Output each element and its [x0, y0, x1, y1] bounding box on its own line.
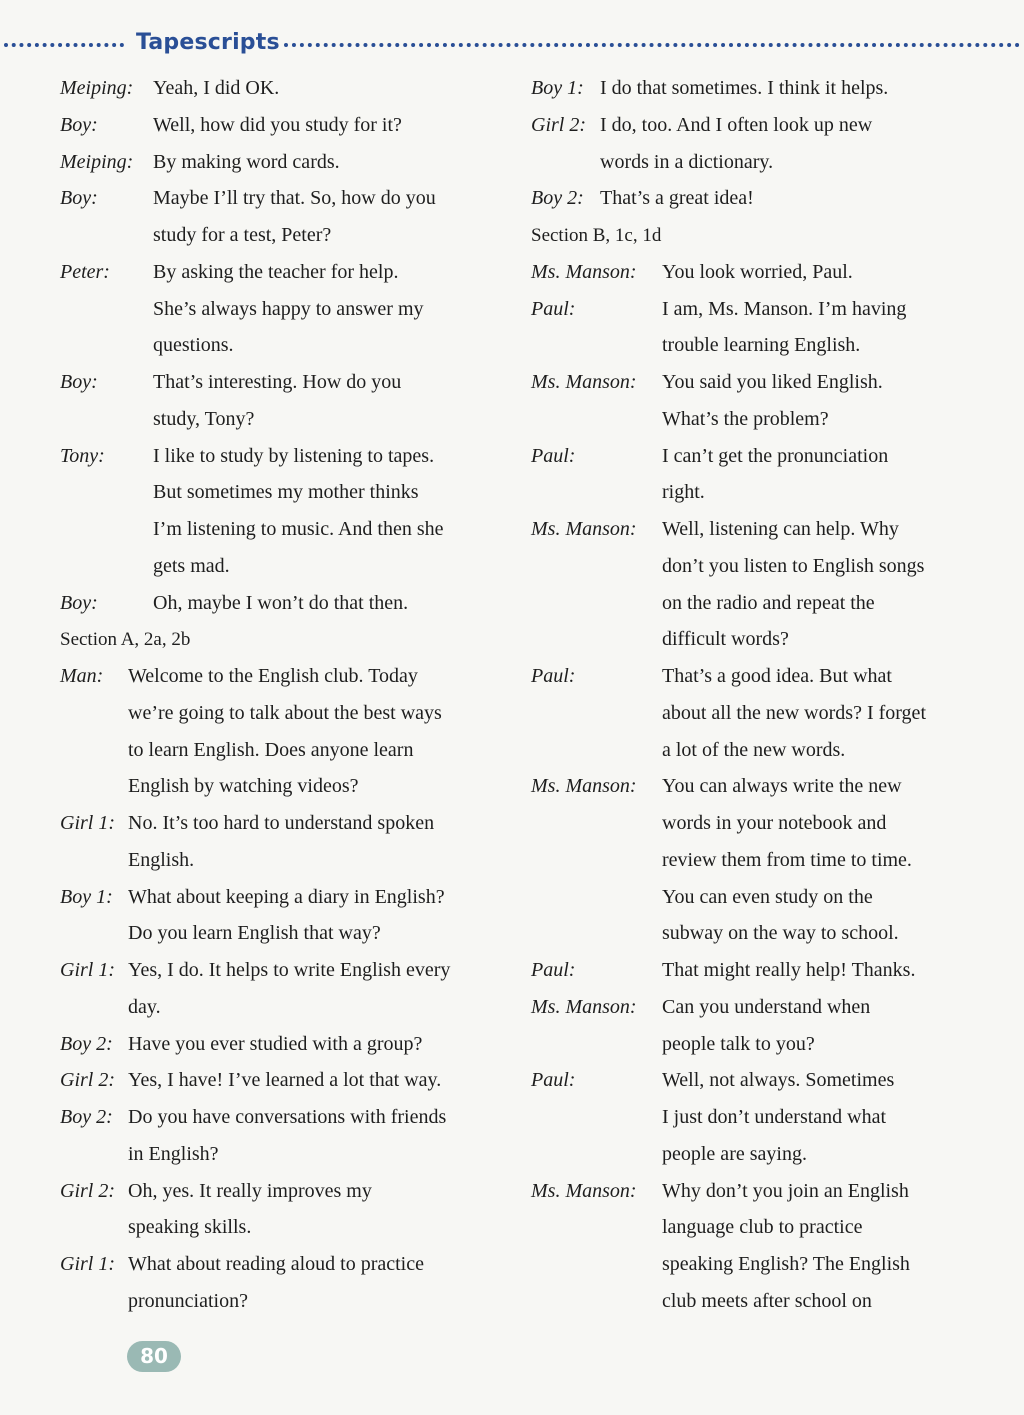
dialogue-line: Well, how did you study for it?: [153, 113, 402, 136]
speaker-label: Paul:: [531, 959, 576, 981]
speaker-label: Girl 2:: [60, 1069, 115, 1092]
dialogue-continuation: we’re going to talk about the best ways: [128, 701, 442, 724]
section-heading: Section B, 1c, 1d: [531, 225, 662, 246]
page-header: [0, 30, 1024, 60]
dialogue-continuation: What’s the problem?: [662, 407, 829, 430]
speaker-label: Boy 1:: [531, 77, 584, 99]
dialogue-line: I can’t get the pronunciation: [662, 444, 889, 467]
dialogue-line: What about keeping a diary in English?: [128, 885, 445, 908]
dialogue-line: Welcome to the English club. Today: [128, 665, 418, 687]
dialogue-continuation: study for a test, Peter?: [153, 224, 332, 246]
dialogue-continuation: don’t you listen to English songs: [662, 554, 925, 577]
speaker-label: Boy:: [60, 113, 98, 136]
dialogue-continuation: difficult words?: [662, 628, 789, 651]
dialogue-continuation: day.: [128, 995, 161, 1018]
dialogue-continuation: Do you learn English that way?: [128, 922, 381, 945]
dialogue-continuation: study, Tony?: [153, 407, 255, 430]
speaker-label: Paul:: [531, 1069, 576, 1092]
dialogue-continuation: people talk to you?: [662, 1032, 815, 1055]
dialogue-line: No. It’s too hard to understand spoken: [128, 812, 435, 834]
dialogue-line: Maybe I’ll try that. So, how do you: [153, 187, 436, 210]
speaker-label: Girl 1:: [60, 1253, 115, 1275]
dialogue-line: That’s a good idea. But what: [662, 665, 892, 687]
dialogue-line: Oh, yes. It really improves my: [128, 1179, 372, 1202]
speaker-label: Meiping:: [60, 77, 134, 99]
section-heading: Section A, 2a, 2b: [60, 629, 191, 651]
dialogue-line: By making word cards.: [153, 150, 340, 173]
dialogue-line: What about reading aloud to practice: [128, 1253, 424, 1275]
dialogue-continuation: pronunciation?: [128, 1289, 248, 1312]
dialogue-line: Why don’t you join an English: [662, 1179, 909, 1202]
dialogue-continuation: on the radio and repeat the: [662, 591, 875, 614]
dialogue-line: Oh, maybe I won’t do that then.: [153, 591, 409, 614]
dialogue-continuation: I’m listening to music. And then she: [153, 518, 444, 540]
speaker-label: Boy 2:: [531, 187, 584, 210]
dialogue-line: I do, too. And I often look up new: [600, 113, 873, 136]
speaker-label: Girl 2:: [60, 1179, 115, 1202]
dialogue-continuation: in English?: [128, 1142, 219, 1165]
dialogue-continuation: I just don’t understand what: [662, 1106, 887, 1128]
dialogue-line: Do you have conversations with friends: [128, 1106, 447, 1128]
speaker-label: Paul:: [531, 297, 576, 320]
dialogue-continuation: language club to practice: [662, 1216, 863, 1239]
dialogue-continuation: people are saying.: [662, 1142, 807, 1165]
dialogue-continuation: trouble learning English.: [662, 334, 861, 357]
dialogue-continuation: words in your notebook and: [662, 812, 887, 834]
speaker-label: Paul:: [531, 665, 576, 687]
dialogue-continuation: She’s always happy to answer my: [153, 297, 424, 320]
speaker-label: Ms. Manson:: [531, 775, 637, 798]
dialogue-continuation: review them from time to time.: [662, 848, 912, 871]
dialogue-line: I do that sometimes. I think it helps.: [600, 77, 889, 99]
speaker-label: Ms. Manson:: [531, 518, 637, 540]
dialogue-line: That might really help! Thanks.: [662, 959, 916, 981]
dialogue-continuation: gets mad.: [153, 554, 230, 577]
dialogue-continuation: club meets after school on: [662, 1289, 872, 1312]
dialogue-continuation: to learn English. Does anyone learn: [128, 738, 414, 761]
dialogue-continuation: speaking English? The English: [662, 1253, 910, 1275]
speaker-label: Peter:: [60, 260, 110, 283]
speaker-label: Paul:: [531, 444, 576, 467]
dialogue-line: I like to study by listening to tapes.: [153, 444, 435, 467]
dialogue-continuation: about all the new words? I forget: [662, 701, 926, 724]
dialogue-line: That’s a great idea!: [600, 187, 754, 210]
dialogue-line: You look worried, Paul.: [662, 260, 853, 283]
dialogue-continuation: English.: [128, 848, 195, 871]
speaker-label: Meiping:: [60, 150, 134, 173]
dialogue-line: Well, listening can help. Why: [662, 518, 899, 540]
dialogue-line: You can always write the new: [662, 775, 902, 798]
speaker-label: Ms. Manson:: [531, 995, 637, 1018]
dialogue-line: You said you liked English.: [662, 371, 883, 393]
header-dots-right: [284, 43, 1020, 47]
header-dots-left: [4, 43, 124, 47]
dialogue-continuation: questions.: [153, 334, 234, 357]
dialogue-continuation: right.: [662, 481, 705, 504]
speaker-label: Ms. Manson:: [531, 260, 637, 283]
speaker-label: Girl 1:: [60, 959, 115, 981]
dialogue-continuation: subway on the way to school.: [662, 922, 899, 945]
speaker-label: Boy:: [60, 591, 98, 614]
dialogue-line: By asking the teacher for help.: [153, 260, 399, 283]
page-number-badge: 80: [127, 1341, 181, 1372]
speaker-label: Man:: [60, 665, 104, 687]
dialogue-continuation: You can even study on the: [662, 885, 873, 908]
speaker-label: Boy:: [60, 187, 98, 210]
dialogue-continuation: words in a dictionary.: [600, 150, 774, 173]
speaker-label: Ms. Manson:: [531, 1179, 637, 1202]
speaker-label: Girl 1:: [60, 812, 115, 834]
dialogue-continuation: speaking skills.: [128, 1216, 252, 1239]
dialogue-line: Can you understand when: [662, 995, 871, 1018]
dialogue-line: Well, not always. Sometimes: [662, 1069, 895, 1092]
speaker-label: Ms. Manson:: [531, 371, 637, 393]
dialogue-continuation: But sometimes my mother thinks: [153, 481, 419, 504]
dialogue-line: Yeah, I did OK.: [153, 77, 280, 99]
speaker-label: Girl 2:: [531, 113, 586, 136]
speaker-label: Boy 2:: [60, 1032, 113, 1055]
speaker-label: Boy:: [60, 371, 98, 393]
header-title: Tapescripts: [136, 30, 280, 55]
speaker-label: Boy 2:: [60, 1106, 113, 1128]
speaker-label: Tony:: [60, 444, 105, 467]
dialogue-line: Yes, I have! I’ve learned a lot that way.: [128, 1069, 442, 1092]
dialogue-line: I am, Ms. Manson. I’m having: [662, 297, 907, 320]
dialogue-line: That’s interesting. How do you: [153, 371, 402, 393]
dialogue-line: Have you ever studied with a group?: [128, 1032, 423, 1055]
dialogue-continuation: a lot of the new words.: [662, 738, 846, 761]
dialogue-line: Yes, I do. It helps to write English every: [128, 959, 451, 981]
speaker-label: Boy 1:: [60, 885, 113, 908]
dialogue-continuation: English by watching videos?: [128, 775, 359, 798]
